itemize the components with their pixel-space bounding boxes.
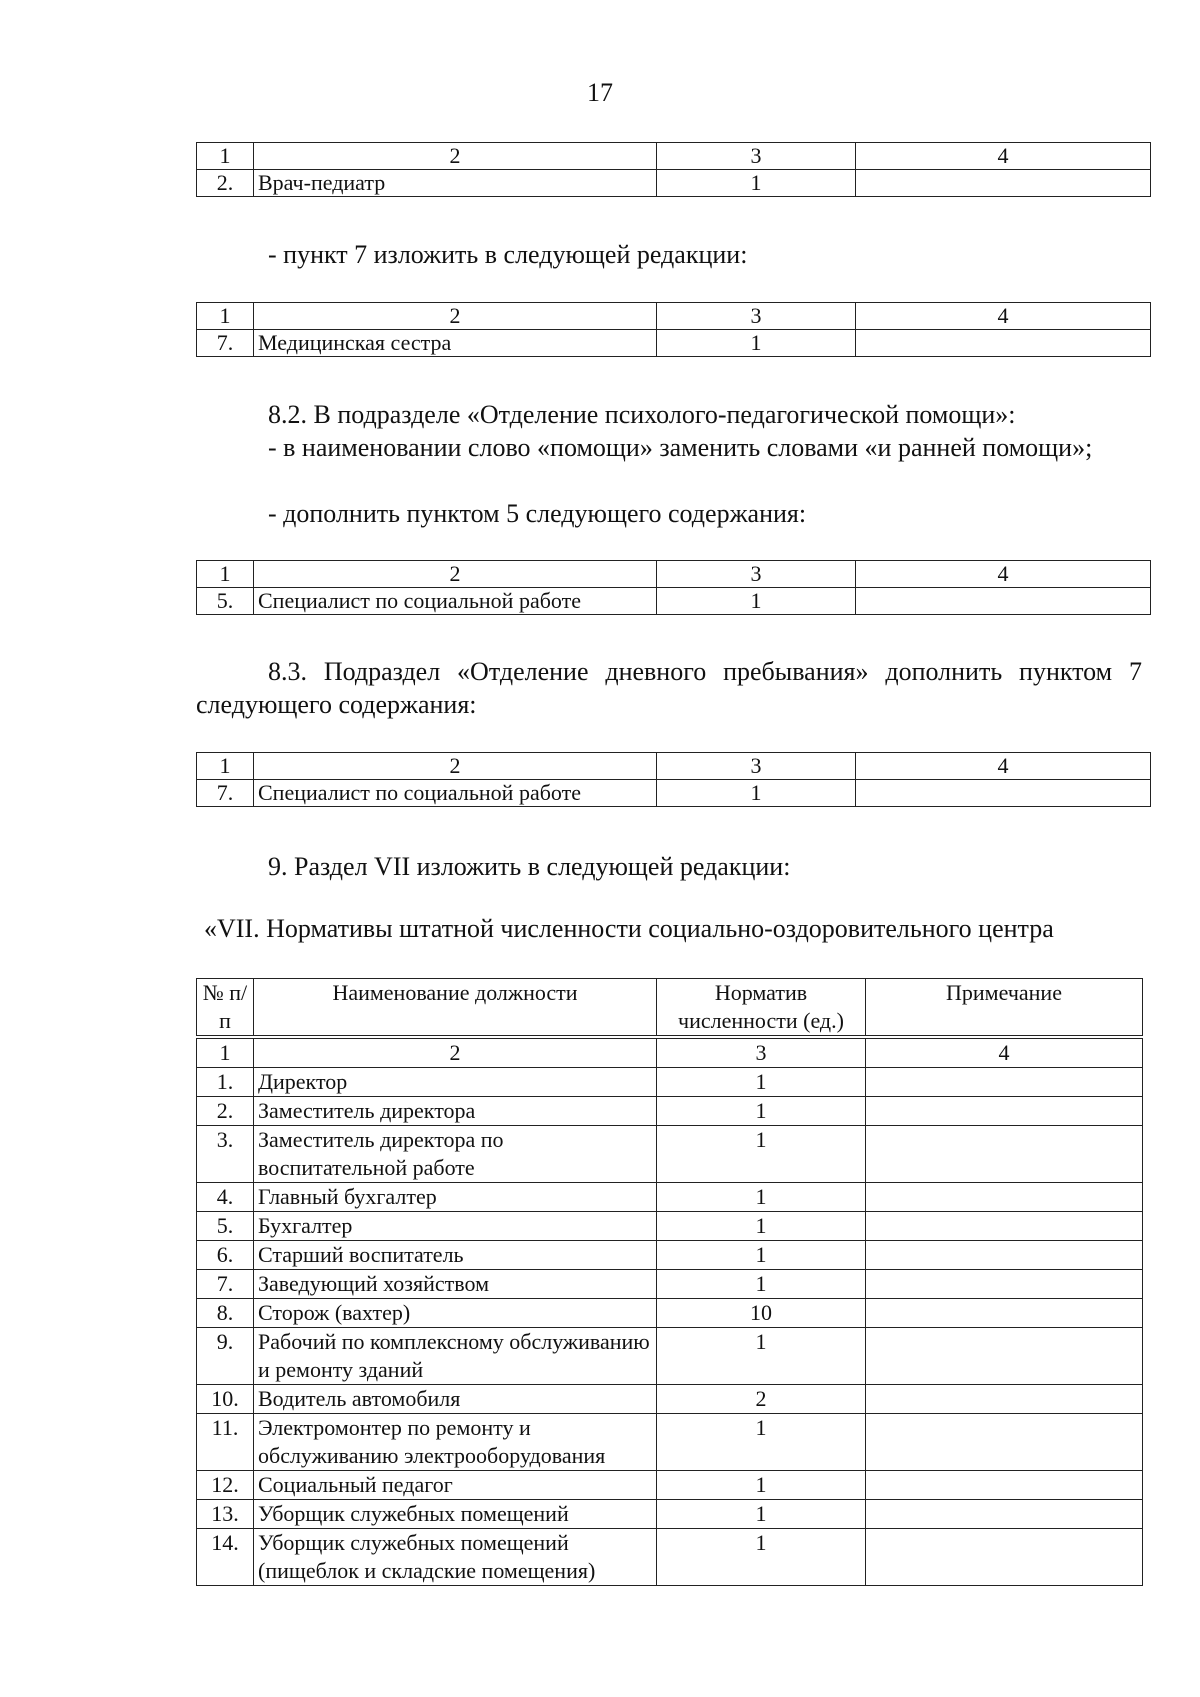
table-row [197, 1183, 1143, 1212]
position-count: 1 [657, 1471, 866, 1500]
col-number-cell: 2 [254, 753, 657, 780]
position-count: 1 [657, 1212, 866, 1241]
amendment-table-social-worker-1 [196, 560, 1151, 615]
row-number: 10. [197, 1385, 254, 1414]
col-number-cell: 2 [254, 303, 657, 330]
position-name: Сторож (вахтер) [254, 1299, 657, 1328]
row-number: 7. [197, 330, 254, 357]
row-number: 2. [197, 1097, 254, 1126]
table-row [197, 1241, 1143, 1270]
position-name: Бухгалтер [254, 1212, 657, 1241]
row-number: 8. [197, 1299, 254, 1328]
position-note [866, 1500, 1143, 1529]
header-number: № п/п [197, 979, 254, 1038]
table-row [197, 1270, 1143, 1299]
position-count: 1 [657, 1126, 866, 1183]
row-number: 2. [197, 170, 254, 197]
row-number: 1. [197, 1068, 254, 1097]
col-number-cell: 1 [197, 753, 254, 780]
position-name: Заместитель директора по воспитательной работе [254, 1126, 657, 1183]
position-name: Директор [254, 1068, 657, 1097]
position-name: Рабочий по комплексному обслуживанию и ремонту зданий [254, 1328, 657, 1385]
position-note [866, 1183, 1143, 1212]
row-number: 13. [197, 1500, 254, 1529]
position-count: 1 [657, 170, 856, 197]
row-number: 9. [197, 1328, 254, 1385]
position-count: 2 [657, 1385, 866, 1414]
table-row [197, 1529, 1143, 1586]
amendment-table-nurse [196, 302, 1151, 357]
row-number: 7. [197, 780, 254, 807]
staffing-norms-table [196, 978, 1143, 1586]
position-count: 1 [657, 1500, 866, 1529]
paragraph-8-2-rename: - в наименовании слово «помощи» заменить словами «и ранней помощи»; [268, 433, 1093, 462]
row-number: 11. [197, 1414, 254, 1471]
position-name: Заместитель директора [254, 1097, 657, 1126]
position-note [866, 1097, 1143, 1126]
table-row [197, 1212, 1143, 1241]
row-number: 6. [197, 1241, 254, 1270]
amendment-table-social-worker-2 [196, 752, 1151, 807]
position-note [866, 1414, 1143, 1471]
col-number-cell: 4 [866, 1037, 1143, 1068]
position-count: 1 [657, 1241, 866, 1270]
col-number-cell: 4 [856, 303, 1151, 330]
page-number: 17 [587, 78, 613, 107]
row-number: 14. [197, 1529, 254, 1586]
position-count: 1 [657, 1529, 866, 1586]
position-count: 1 [657, 1328, 866, 1385]
position-note [866, 1328, 1143, 1385]
row-number: 4. [197, 1183, 254, 1212]
position-note [856, 330, 1151, 357]
table-row [197, 1328, 1143, 1385]
header-note: Примечание [866, 979, 1143, 1038]
paragraph-8-2-add-item5: - дополнить пунктом 5 следующего содержания: [268, 499, 807, 528]
position-count: 1 [657, 780, 856, 807]
position-note [866, 1270, 1143, 1299]
position-name: Уборщик служебных помещений [254, 1500, 657, 1529]
col-number-cell: 4 [856, 753, 1151, 780]
position-note [866, 1385, 1143, 1414]
position-name: Врач-педиатр [254, 170, 657, 197]
position-note [866, 1471, 1143, 1500]
row-number: 5. [197, 588, 254, 615]
position-note [866, 1212, 1143, 1241]
table-row [197, 1097, 1143, 1126]
table-row [197, 1126, 1143, 1183]
column-numbers-row [197, 1037, 1143, 1068]
position-note [856, 588, 1151, 615]
position-name: Заведующий хозяйством [254, 1270, 657, 1299]
col-number-cell: 4 [856, 561, 1151, 588]
position-name: Водитель автомобиля [254, 1385, 657, 1414]
position-note [866, 1241, 1143, 1270]
position-note [856, 170, 1151, 197]
col-number-cell: 3 [657, 1037, 866, 1068]
section-vii-title: «VII. Нормативы штатной численности социально-оздоровительного центра [204, 914, 1054, 943]
position-name: Главный бухгалтер [254, 1183, 657, 1212]
position-note [866, 1529, 1143, 1586]
table-row [197, 1414, 1143, 1471]
position-name: Медицинская сестра [254, 330, 657, 357]
header-position: Наименование должности [254, 979, 657, 1038]
position-count: 1 [657, 1270, 866, 1299]
col-number-cell: 2 [254, 1037, 657, 1068]
position-count: 1 [657, 1414, 866, 1471]
row-number: 5. [197, 1212, 254, 1241]
col-number-cell: 3 [657, 143, 856, 170]
col-number-cell: 2 [254, 143, 657, 170]
col-number-cell: 1 [197, 561, 254, 588]
col-number-cell: 3 [657, 561, 856, 588]
position-count: 10 [657, 1299, 866, 1328]
position-count: 1 [657, 1097, 866, 1126]
col-number-cell: 3 [657, 753, 856, 780]
row-number: 3. [197, 1126, 254, 1183]
position-count: 1 [657, 330, 856, 357]
table-row [197, 1299, 1143, 1328]
position-note [866, 1299, 1143, 1328]
position-note [866, 1068, 1143, 1097]
paragraph-item7-intro: - пункт 7 изложить в следующей редакции: [268, 240, 748, 269]
table-row [197, 1385, 1143, 1414]
table-row [197, 1471, 1143, 1500]
position-name: Специалист по социальной работе [254, 588, 657, 615]
col-number-cell: 1 [197, 143, 254, 170]
row-number: 12. [197, 1471, 254, 1500]
header-norm: Норматив численности (ед.) [657, 979, 866, 1038]
amendment-table-pediatrician [196, 142, 1151, 197]
position-count: 1 [657, 1183, 866, 1212]
position-count: 1 [657, 1068, 866, 1097]
position-name: Электромонтер по ремонту и обслуживанию электрооборудования [254, 1414, 657, 1471]
paragraph-8-3: 8.3. Подраздел «Отделение дневного пребывания» дополнить пунктом 7 следующего содержания: [196, 657, 1142, 719]
col-number-cell: 2 [254, 561, 657, 588]
position-name: Специалист по социальной работе [254, 780, 657, 807]
col-number-cell: 4 [856, 143, 1151, 170]
position-note [856, 780, 1151, 807]
table-row [197, 1068, 1143, 1097]
position-name: Уборщик служебных помещений (пищеблок и складские помещения) [254, 1529, 657, 1586]
position-note [866, 1126, 1143, 1183]
position-name: Старший воспитатель [254, 1241, 657, 1270]
col-number-cell: 3 [657, 303, 856, 330]
table-row [197, 1500, 1143, 1529]
paragraph-8-2-title: 8.2. В подразделе «Отделение психолого-педагогической помощи»: [268, 400, 1016, 429]
col-number-cell: 1 [197, 303, 254, 330]
col-number-cell: 1 [197, 1037, 254, 1068]
paragraph-9: 9. Раздел VII изложить в следующей редакции: [268, 852, 791, 881]
row-number: 7. [197, 1270, 254, 1299]
position-count: 1 [657, 588, 856, 615]
position-name: Социальный педагог [254, 1471, 657, 1500]
table-header-row [197, 979, 1143, 1038]
